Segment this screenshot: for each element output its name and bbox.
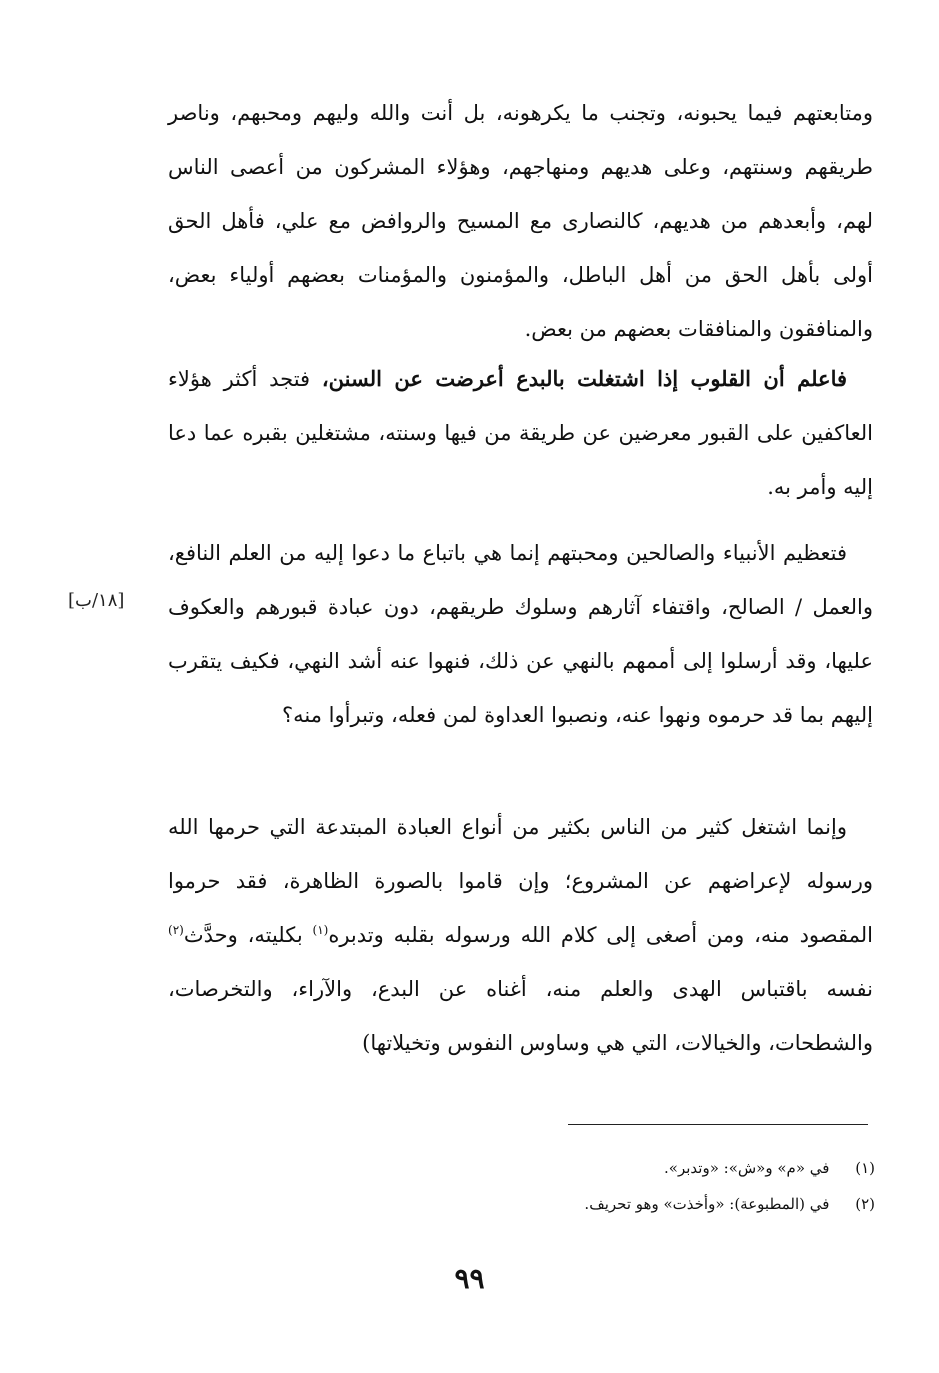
footnote-ref-1[interactable]: (١) (312, 923, 329, 937)
paragraph-2-bold-lead: فاعلم أن القلوب إذا اشتغلت بالبدع أعرضت عن السنن، (321, 366, 848, 391)
paragraph-2-text: فتجد أكثر هؤلاء العاكفين على القبور معرضين عن طريقة من فيها وسنته، مشتغلين بقبره عما دعا إليه وأمر به. (168, 367, 873, 499)
paragraph-3 (168, 526, 873, 742)
footnote-1-text: في «م» و«ش»: «وتدبر». (664, 1159, 830, 1177)
paragraph-1-text: ومتابعتهم فيما يحبونه، وتجنب ما يكرهونه، بل أنت والله وليهم ومحبهم، وناصر طريقهم وسنتهم، وعلى هديهم ومنهاجهم، وهؤلاء المشركون من أعصى الناس لهم، وأبعدهم من هديهم، كالنصارى مع المسيح والروافض مع علي، فأهل الحق أولى بأهل الحق من أهل الباطل، والمؤمنون والمؤمنات بعضهم أولياء بعض، والمنافقون والمنافقات بعضهم من بعض. (168, 101, 873, 341)
paragraph-4-text-c: نفسه باقتباس الهدى والعلم منه، أغناه عن البدع، والآراء، والتخرصات، والشطحات، والخيالات، التي هي وساوس النفوس وتخيلاتها) (168, 977, 873, 1055)
footnote-2 (300, 1186, 875, 1222)
paragraph-4 (168, 800, 873, 1070)
footnote-ref-2[interactable]: (٢) (168, 923, 184, 937)
footnote-2-number: (٢) (855, 1195, 875, 1213)
page-number: ٩٩ (454, 1262, 485, 1295)
manuscript-folio-marker: [١٨/ب] (68, 590, 125, 611)
paragraph-3-text: فتعظيم الأنبياء والصالحين ومحبتهم إنما هي باتباع ما دعوا إليه من العلم النافع، والعمل / الصالح، واقتفاء آثارهم وسلوك طريقهم، دون عبادة قبورهم والعكوف عليها، وقد أرسلوا إلى أممهم بالنهي عن ذلك، فنهوا عنه أشد النهي، فكيف يتقرب إليهم بما قد حرموه ونهوا عنه، ونصبوا العداوة لمن فعله، وتبرأوا منه؟ (168, 541, 873, 727)
paragraph-2 (168, 352, 873, 514)
paragraph-4-text-a: وإنما اشتغل كثير من الناس بكثير من أنواع العبادة المبتدعة التي حرمها الله ورسوله لإعراضهم عن المشروع؛ وإن قاموا بالصورة الظاهرة، فقد حرموا المقصود منه، ومن أصغى إلى كلام الله ورسوله بقلبه وتدبره (168, 815, 873, 947)
footnote-1 (300, 1150, 875, 1186)
footnote-divider (568, 1124, 868, 1125)
paragraph-4-text-b: بكليته، وحدَّث (183, 923, 313, 947)
footnote-2-text: في (المطبوعة): «وأخذت» وهو تحريف. (584, 1195, 830, 1213)
footnote-1-number: (١) (855, 1159, 875, 1177)
paragraph-1 (168, 86, 873, 356)
footnotes (300, 1150, 875, 1222)
